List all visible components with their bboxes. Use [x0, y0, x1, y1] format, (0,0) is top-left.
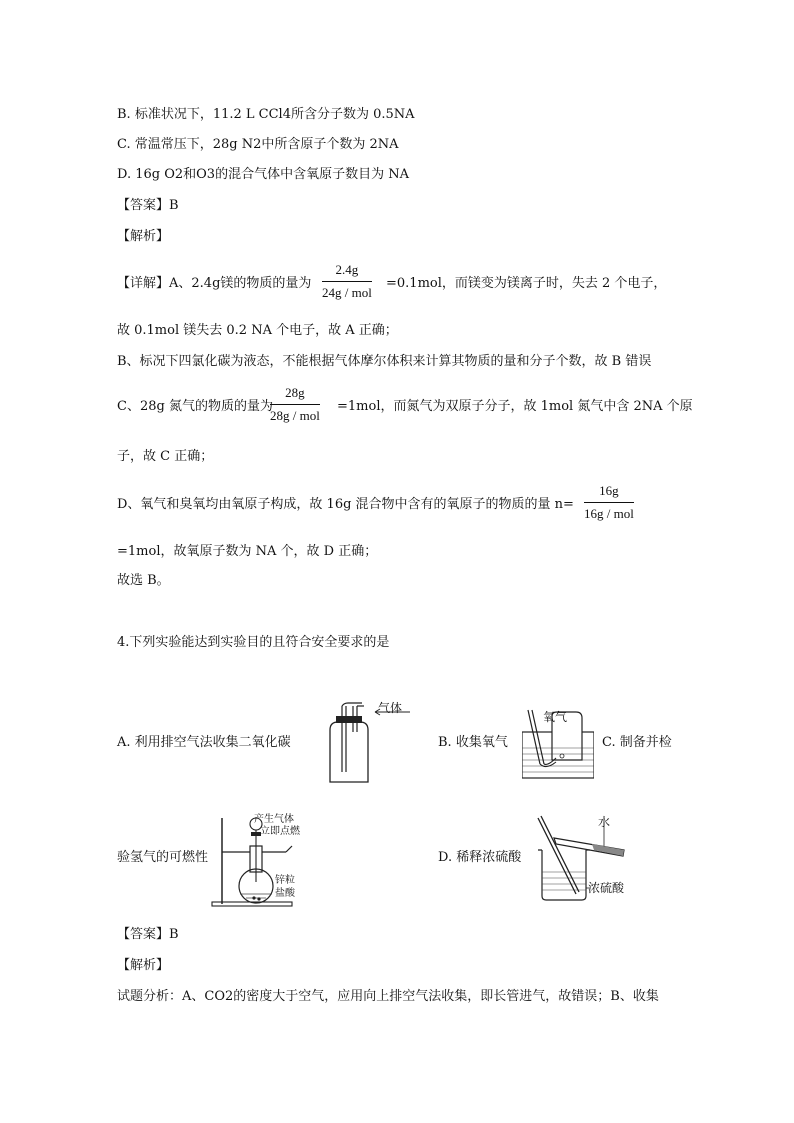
q4-option-c: C. 制备并检	[602, 735, 672, 750]
analysis-label: 【解析】	[117, 229, 170, 244]
q4-option-a: A. 利用排空气法收集二氧化碳	[117, 735, 291, 750]
fraction-c-denominator: 28g / mol	[270, 408, 320, 423]
fraction-a-denominator: 24g / mol	[322, 285, 372, 300]
analysis-label-2: 【解析】	[117, 958, 170, 973]
fraction-d-denominator: 16g / mol	[584, 506, 634, 521]
option-c: C. 常温常压下，28g N2中所含原子个数为 2NA	[117, 137, 399, 152]
fraction-d	[584, 483, 634, 522]
detail-d-line2: =1mol，故氧原子数为 NA 个，故 D 正确；	[117, 544, 378, 559]
answer-label-2: 【答案】B	[117, 927, 179, 942]
fig-d-water-label: 水	[598, 815, 611, 829]
fraction-c-numerator: 28g	[270, 385, 320, 405]
option-d: D. 16g O2和O3的混合气体中含氧原子数目为 NA	[117, 167, 409, 182]
answer-label: 【答案】B	[117, 198, 179, 213]
q4-option-d: D. 稀释浓硫酸	[438, 850, 522, 865]
detail-b: B、标况下四氯化碳为液态，不能根据气体摩尔体积来计算其物质的量和分子个数，故 B 错误	[117, 354, 652, 369]
detail-d-pre: D、氧气和臭氧均由氧原子构成，故 16g 混合物中含有的氧原子的物质的量 n=	[117, 497, 574, 512]
fig-a-gas-label: 气体	[378, 701, 403, 715]
q4-option-c-cont: 验氢气的可燃性	[117, 850, 209, 865]
fraction-d-numerator: 16g	[584, 483, 634, 503]
fig-b-oxygen-label: 氧气	[543, 710, 568, 724]
detail-c-post: =1mol，而氮气为双原子分子，故 1mol 氮气中含 2NA 个原	[337, 399, 693, 414]
detail-a-post: =0.1mol，而镁变为镁离子时，失去 2 个电子，	[386, 276, 667, 291]
question-4-title: 4.下列实验能达到实验目的且符合安全要求的是	[117, 635, 390, 650]
fraction-a	[322, 262, 372, 301]
fraction-c	[270, 385, 320, 424]
detail-a-line2: 故 0.1mol 镁失去 0.2 NA 个电子，故 A 正确；	[117, 323, 398, 338]
fig-c-label-acid: 盐酸	[275, 888, 295, 899]
detail-c-line2: 子，故 C 正确；	[117, 449, 214, 464]
detail-a-pre: 【详解】A、2.4g镁的物质的量为	[117, 276, 312, 291]
option-b: B. 标准状况下，11.2 L CCl4所含分子数为 0.5NA	[117, 107, 415, 122]
q4-option-b: B. 收集氧气	[438, 735, 508, 750]
fig-d-acid-label: 浓硫酸	[588, 881, 625, 895]
fig-c-label-ignite: 立即点燃	[260, 826, 300, 837]
fig-c-label-zinc: 锌粒	[275, 875, 295, 886]
detail-conclusion: 故选 B。	[117, 573, 170, 588]
fraction-a-numerator: 2.4g	[322, 262, 372, 282]
fig-c-label-gas: 产生气体	[254, 814, 294, 825]
detail-c-pre: C、28g 氮气的物质的量为	[117, 399, 273, 414]
analysis-text-2: 试题分析：A、CO2的密度大于空气，应用向上排空气法收集，即长管进气，故错误；B、收集	[117, 989, 659, 1004]
